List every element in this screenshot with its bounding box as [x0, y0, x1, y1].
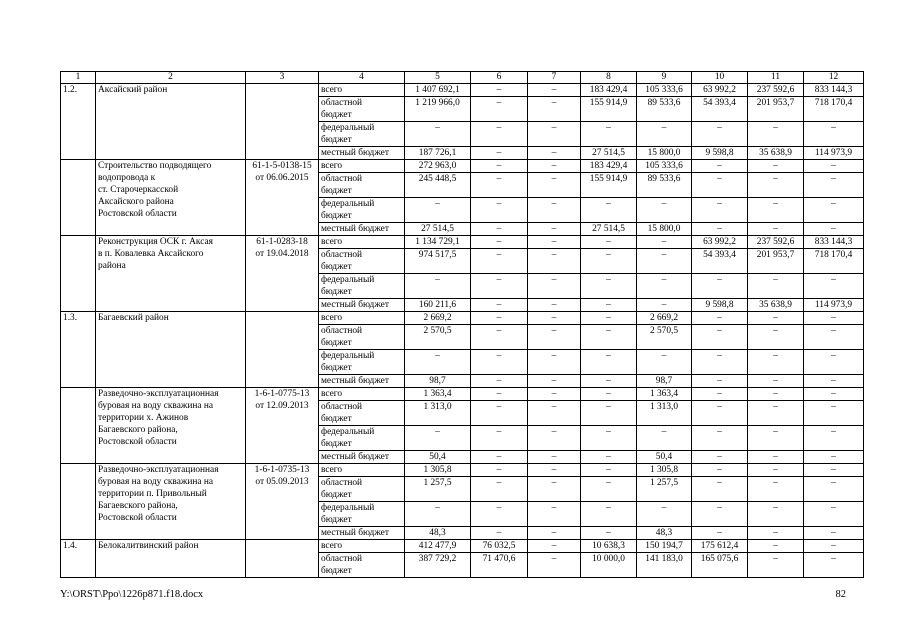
amount-cell: – — [637, 249, 692, 274]
budget-table-page — [60, 71, 864, 578]
amount-cell: – — [804, 122, 864, 147]
amount-cell: 718 170,4 — [804, 97, 864, 122]
amount-cell: – — [528, 236, 581, 249]
amount-cell: – — [804, 401, 864, 426]
amount-cell: – — [581, 527, 637, 540]
document-code-cell — [246, 312, 319, 388]
amount-cell: – — [528, 426, 581, 451]
amount-cell: – — [471, 477, 528, 502]
amount-cell: – — [692, 464, 748, 477]
amount-cell: 183 429,4 — [581, 160, 637, 173]
amount-cell: 114 973,9 — [804, 147, 864, 160]
amount-cell: – — [581, 299, 637, 312]
budget-table — [60, 71, 864, 578]
amount-cell: – — [692, 388, 748, 401]
amount-cell: – — [581, 274, 637, 299]
amount-cell: – — [528, 375, 581, 388]
amount-cell: – — [748, 198, 804, 223]
amount-cell: 1 407 692,1 — [405, 84, 471, 97]
amount-cell: 89 533,6 — [637, 97, 692, 122]
object-name-cell: Белокалитвинский район — [96, 540, 246, 578]
amount-cell: – — [748, 173, 804, 198]
funding-source-cell: местный бюджет — [319, 527, 405, 540]
item-number-cell: 1.3. — [61, 312, 96, 388]
amount-cell: 63 992,2 — [692, 236, 748, 249]
header-cell: 8 — [581, 72, 637, 84]
amount-cell: – — [804, 312, 864, 325]
amount-cell: – — [692, 375, 748, 388]
amount-cell: – — [471, 350, 528, 375]
amount-cell: – — [528, 325, 581, 350]
amount-cell: 1 257,5 — [405, 477, 471, 502]
amount-cell: – — [748, 464, 804, 477]
amount-cell: – — [471, 236, 528, 249]
object-name-cell: Аксайский район — [96, 84, 246, 160]
amount-cell: – — [692, 312, 748, 325]
amount-cell: 412 477,9 — [405, 540, 471, 553]
amount-cell: – — [692, 325, 748, 350]
amount-cell: – — [804, 350, 864, 375]
amount-cell: – — [692, 401, 748, 426]
amount-cell: 27 514,5 — [581, 223, 637, 236]
amount-cell: – — [748, 350, 804, 375]
amount-cell: – — [637, 299, 692, 312]
amount-cell: 9 598,8 — [692, 147, 748, 160]
table-row — [61, 388, 864, 401]
amount-cell: 272 963,0 — [405, 160, 471, 173]
amount-cell: 833 144,3 — [804, 236, 864, 249]
amount-cell: – — [637, 502, 692, 527]
amount-cell: – — [471, 84, 528, 97]
header-cell: 12 — [804, 72, 864, 84]
amount-cell: – — [748, 540, 804, 553]
amount-cell: 89 533,6 — [637, 173, 692, 198]
document-code-cell: 1-6-1-0735-13 от 05.09.2013 — [246, 464, 319, 540]
amount-cell: – — [804, 527, 864, 540]
amount-cell: – — [471, 375, 528, 388]
amount-cell: – — [804, 274, 864, 299]
amount-cell: – — [471, 198, 528, 223]
amount-cell: – — [528, 553, 581, 578]
amount-cell: – — [405, 350, 471, 375]
amount-cell: 1 257,5 — [637, 477, 692, 502]
funding-source-cell: федеральный бюджет — [319, 198, 405, 223]
amount-cell: – — [528, 274, 581, 299]
amount-cell: – — [748, 223, 804, 236]
amount-cell: – — [528, 198, 581, 223]
amount-cell: – — [692, 426, 748, 451]
amount-cell: 833 144,3 — [804, 84, 864, 97]
funding-source-cell: всего — [319, 388, 405, 401]
amount-cell: – — [581, 350, 637, 375]
amount-cell: – — [471, 173, 528, 198]
amount-cell: 1 219 966,0 — [405, 97, 471, 122]
funding-source-cell: областной бюджет — [319, 97, 405, 122]
amount-cell: – — [471, 249, 528, 274]
amount-cell: 160 211,6 — [405, 299, 471, 312]
header-cell: 4 — [319, 72, 405, 84]
amount-cell: – — [528, 477, 581, 502]
amount-cell: – — [528, 451, 581, 464]
amount-cell: 2 669,2 — [405, 312, 471, 325]
amount-cell: – — [748, 502, 804, 527]
funding-source-cell: всего — [319, 84, 405, 97]
amount-cell: – — [581, 249, 637, 274]
funding-source-cell: федеральный бюджет — [319, 122, 405, 147]
funding-source-cell: всего — [319, 464, 405, 477]
funding-source-cell: областной бюджет — [319, 249, 405, 274]
header-cell: 10 — [692, 72, 748, 84]
amount-cell: – — [581, 451, 637, 464]
amount-cell: 76 032,5 — [471, 540, 528, 553]
amount-cell: 718 170,4 — [804, 249, 864, 274]
amount-cell: – — [748, 451, 804, 464]
amount-cell: 48,3 — [405, 527, 471, 540]
amount-cell: 15 800,0 — [637, 223, 692, 236]
page-number: 82 — [835, 589, 846, 600]
amount-cell: – — [748, 274, 804, 299]
amount-cell: – — [748, 312, 804, 325]
funding-source-cell: федеральный бюджет — [319, 350, 405, 375]
funding-source-cell: федеральный бюджет — [319, 274, 405, 299]
object-name-cell: Строительство подводящего водопровода к ст. Старочеркасской Аксайского района Ростовской области — [96, 160, 246, 236]
amount-cell: 2 570,5 — [637, 325, 692, 350]
amount-cell: – — [405, 122, 471, 147]
funding-source-cell: всего — [319, 160, 405, 173]
item-number-cell — [61, 388, 96, 464]
amount-cell: – — [471, 97, 528, 122]
amount-cell: 50,4 — [405, 451, 471, 464]
amount-cell: – — [804, 375, 864, 388]
amount-cell: – — [804, 464, 864, 477]
amount-cell: 105 333,6 — [637, 160, 692, 173]
amount-cell: 974 517,5 — [405, 249, 471, 274]
amount-cell: – — [748, 160, 804, 173]
amount-cell: – — [804, 502, 864, 527]
amount-cell: 155 914,9 — [581, 97, 637, 122]
funding-source-cell: местный бюджет — [319, 375, 405, 388]
amount-cell: – — [804, 388, 864, 401]
amount-cell: – — [692, 350, 748, 375]
funding-source-cell: областной бюджет — [319, 173, 405, 198]
amount-cell: – — [405, 198, 471, 223]
funding-source-cell: местный бюджет — [319, 299, 405, 312]
amount-cell: – — [471, 426, 528, 451]
amount-cell: 98,7 — [637, 375, 692, 388]
amount-cell: 1 313,0 — [637, 401, 692, 426]
amount-cell: – — [528, 350, 581, 375]
funding-source-cell: местный бюджет — [319, 223, 405, 236]
amount-cell: – — [581, 325, 637, 350]
amount-cell: – — [528, 223, 581, 236]
table-row — [61, 540, 864, 553]
table-row — [61, 236, 864, 249]
amount-cell: – — [471, 464, 528, 477]
amount-cell: – — [748, 527, 804, 540]
amount-cell: 237 592,6 — [748, 84, 804, 97]
amount-cell: 15 800,0 — [637, 147, 692, 160]
amount-cell: – — [748, 553, 804, 578]
document-code-cell — [246, 540, 319, 578]
amount-cell: – — [748, 325, 804, 350]
amount-cell: – — [748, 477, 804, 502]
amount-cell: 35 638,9 — [748, 147, 804, 160]
amount-cell: – — [471, 388, 528, 401]
amount-cell: – — [748, 375, 804, 388]
amount-cell: – — [471, 325, 528, 350]
header-cell: 1 — [61, 72, 96, 84]
amount-cell: – — [528, 527, 581, 540]
header-cell: 3 — [246, 72, 319, 84]
amount-cell: 98,7 — [405, 375, 471, 388]
document-code-cell — [246, 84, 319, 160]
funding-source-cell: областной бюджет — [319, 553, 405, 578]
table-row — [61, 160, 864, 173]
funding-source-cell: федеральный бюджет — [319, 502, 405, 527]
amount-cell: – — [748, 401, 804, 426]
amount-cell: 9 598,8 — [692, 299, 748, 312]
header-cell: 7 — [528, 72, 581, 84]
amount-cell: – — [471, 160, 528, 173]
amount-cell: 50,4 — [637, 451, 692, 464]
amount-cell: – — [528, 299, 581, 312]
amount-cell: – — [528, 401, 581, 426]
amount-cell: 237 592,6 — [748, 236, 804, 249]
amount-cell: – — [804, 451, 864, 464]
amount-cell: – — [804, 173, 864, 198]
item-number-cell — [61, 236, 96, 312]
item-number-cell — [61, 464, 96, 540]
amount-cell: 245 448,5 — [405, 173, 471, 198]
amount-cell: – — [692, 451, 748, 464]
amount-cell: – — [692, 502, 748, 527]
amount-cell: 141 183,0 — [637, 553, 692, 578]
amount-cell: – — [804, 540, 864, 553]
amount-cell: – — [471, 122, 528, 147]
amount-cell: – — [581, 198, 637, 223]
item-number-cell: 1.2. — [61, 84, 96, 160]
amount-cell: – — [528, 122, 581, 147]
amount-cell: – — [581, 464, 637, 477]
amount-cell: 175 612,4 — [692, 540, 748, 553]
header-row — [61, 72, 864, 84]
amount-cell: – — [692, 223, 748, 236]
amount-cell: – — [748, 426, 804, 451]
amount-cell: – — [692, 173, 748, 198]
amount-cell: 2 570,5 — [405, 325, 471, 350]
amount-cell: 1 313,0 — [405, 401, 471, 426]
amount-cell: – — [692, 122, 748, 147]
amount-cell: – — [405, 426, 471, 451]
amount-cell: – — [471, 147, 528, 160]
funding-source-cell: всего — [319, 312, 405, 325]
header-cell: 9 — [637, 72, 692, 84]
amount-cell: – — [804, 198, 864, 223]
header-cell: 6 — [471, 72, 528, 84]
amount-cell: – — [637, 122, 692, 147]
amount-cell: 1 134 729,1 — [405, 236, 471, 249]
document-code-cell: 1-6-1-0775-13 от 12.09.2013 — [246, 388, 319, 464]
object-name-cell: Разведочно-эксплуатационная буровая на воду скважина на территории п. Привольный Багаевского района, Ростовской области — [96, 464, 246, 540]
header-cell: 2 — [96, 72, 246, 84]
document-path: Y:\ORST\Ppo\1226p871.f18.docx — [60, 589, 204, 600]
amount-cell: – — [581, 388, 637, 401]
object-name-cell: Реконструкция ОСК г. Аксая в п. Ковалевка Аксайского района — [96, 236, 246, 312]
amount-cell: 150 194,7 — [637, 540, 692, 553]
amount-cell: – — [528, 84, 581, 97]
funding-source-cell: федеральный бюджет — [319, 426, 405, 451]
amount-cell: – — [528, 160, 581, 173]
amount-cell: – — [692, 527, 748, 540]
amount-cell: 201 953,7 — [748, 249, 804, 274]
amount-cell: – — [528, 540, 581, 553]
amount-cell: 187 726,1 — [405, 147, 471, 160]
amount-cell: – — [581, 375, 637, 388]
header-cell: 11 — [748, 72, 804, 84]
item-number-cell: 1.4. — [61, 540, 96, 578]
amount-cell: – — [804, 477, 864, 502]
amount-cell: – — [637, 426, 692, 451]
amount-cell: – — [692, 198, 748, 223]
amount-cell: – — [528, 312, 581, 325]
amount-cell: – — [471, 451, 528, 464]
funding-source-cell: областной бюджет — [319, 325, 405, 350]
amount-cell: – — [637, 350, 692, 375]
amount-cell: – — [637, 198, 692, 223]
amount-cell: – — [528, 147, 581, 160]
amount-cell: – — [581, 401, 637, 426]
amount-cell: – — [471, 312, 528, 325]
amount-cell: – — [748, 388, 804, 401]
amount-cell: 71 470,6 — [471, 553, 528, 578]
amount-cell: – — [405, 274, 471, 299]
table-row — [61, 312, 864, 325]
amount-cell: – — [528, 388, 581, 401]
amount-cell: – — [804, 223, 864, 236]
amount-cell: – — [581, 502, 637, 527]
table-row — [61, 84, 864, 97]
header-cell: 5 — [405, 72, 471, 84]
amount-cell: – — [581, 122, 637, 147]
item-number-cell — [61, 160, 96, 236]
amount-cell: 1 305,8 — [637, 464, 692, 477]
amount-cell: 1 363,4 — [405, 388, 471, 401]
amount-cell: – — [804, 426, 864, 451]
amount-cell: – — [804, 325, 864, 350]
amount-cell: – — [692, 160, 748, 173]
amount-cell: – — [581, 236, 637, 249]
document-code-cell: 61-1-5-0138-15 от 06.06.2015 — [246, 160, 319, 236]
funding-source-cell: областной бюджет — [319, 401, 405, 426]
amount-cell: 27 514,5 — [405, 223, 471, 236]
amount-cell: 387 729,2 — [405, 553, 471, 578]
amount-cell: 54 393,4 — [692, 97, 748, 122]
amount-cell: 48,3 — [637, 527, 692, 540]
amount-cell: – — [581, 477, 637, 502]
amount-cell: – — [471, 401, 528, 426]
amount-cell: 2 669,2 — [637, 312, 692, 325]
amount-cell: – — [471, 527, 528, 540]
amount-cell: – — [804, 553, 864, 578]
amount-cell: – — [692, 274, 748, 299]
object-name-cell: Багаевский район — [96, 312, 246, 388]
funding-source-cell: местный бюджет — [319, 451, 405, 464]
amount-cell: 155 914,9 — [581, 173, 637, 198]
amount-cell: 27 514,5 — [581, 147, 637, 160]
amount-cell: 54 393,4 — [692, 249, 748, 274]
amount-cell: – — [471, 502, 528, 527]
funding-source-cell: всего — [319, 236, 405, 249]
amount-cell: 35 638,9 — [748, 299, 804, 312]
funding-source-cell: местный бюджет — [319, 147, 405, 160]
amount-cell: 63 992,2 — [692, 84, 748, 97]
amount-cell: – — [471, 299, 528, 312]
amount-cell: – — [692, 477, 748, 502]
amount-cell: 10 000,0 — [581, 553, 637, 578]
amount-cell: 165 075,6 — [692, 553, 748, 578]
amount-cell: 1 363,4 — [637, 388, 692, 401]
funding-source-cell: областной бюджет — [319, 477, 405, 502]
amount-cell: – — [528, 502, 581, 527]
amount-cell: – — [637, 274, 692, 299]
amount-cell: 183 429,4 — [581, 84, 637, 97]
amount-cell: 10 638,3 — [581, 540, 637, 553]
amount-cell: – — [471, 223, 528, 236]
amount-cell: – — [528, 249, 581, 274]
object-name-cell: Разведочно-эксплуатационная буровая на воду скважина на территории х. Ажинов Багаевского района, Ростовской области — [96, 388, 246, 464]
amount-cell: – — [748, 122, 804, 147]
amount-cell: 114 973,9 — [804, 299, 864, 312]
amount-cell: 201 953,7 — [748, 97, 804, 122]
document-code-cell: 61-1-0283-18 от 19.04.2018 — [246, 236, 319, 312]
amount-cell: – — [581, 312, 637, 325]
amount-cell: 105 333,6 — [637, 84, 692, 97]
amount-cell: – — [637, 236, 692, 249]
amount-cell: – — [804, 160, 864, 173]
amount-cell: – — [528, 97, 581, 122]
amount-cell: – — [405, 502, 471, 527]
funding-source-cell: всего — [319, 540, 405, 553]
amount-cell: – — [471, 274, 528, 299]
amount-cell: – — [528, 173, 581, 198]
amount-cell: – — [581, 426, 637, 451]
table-row — [61, 464, 864, 477]
amount-cell: 1 305,8 — [405, 464, 471, 477]
amount-cell: – — [528, 464, 581, 477]
